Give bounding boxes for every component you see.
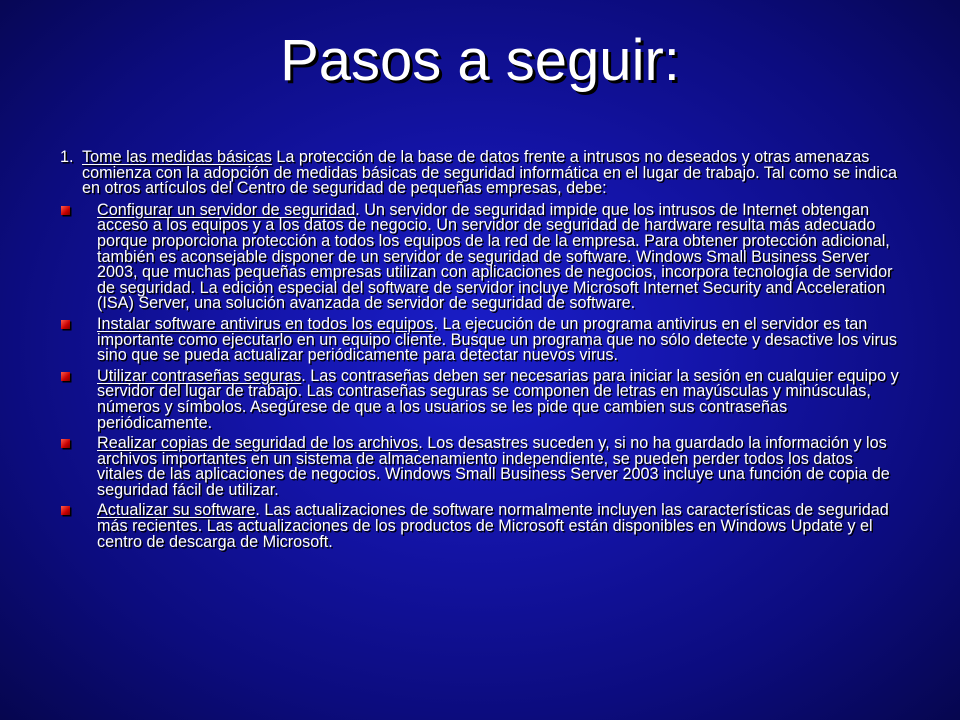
square-bullet-icon (61, 320, 70, 329)
bullet-body (97, 314, 900, 365)
square-bullet-icon (61, 206, 70, 215)
bullet-text: . Las actualizaciones de software normalmente incluyen las características de seguridad más recientes. Las actualizaciones de los productos de Microsoft están disponibles en Windows Update y el centro de descarga de Microsoft. (97, 501, 889, 551)
bullet-body (97, 436, 900, 498)
bullet-text: . Los desastres suceden y, si no ha guardado la información y los archivos importantes en un sistema de almacenamiento independiente, se pueden perder todos los datos vitales de las aplicaciones de negocios. Windows Small Business Server 2003 incluye una función de copia de seguridad fácil de utilizar. (97, 434, 890, 499)
bullet-text: . Un servidor de seguridad impide que los intrusos de Internet obtengan acceso a los equipos y a los datos de negocio. Un servidor de seguridad de hardware resulta más adecuado porque proporciona protección a todos los equipos de la red de la empresa. Para obtener protección adicional, también es aconsejable disponer de un servidor de seguridad de software. Windows Small Business Server 2003, que muchas pequeñas empresas utilizan con aplicaciones de negocios, incorpora tecnología de servidor de seguridad. La edición especial del software de servidor incluye Microsoft Internet Security and Acceleration (ISA) Server, una solución avanzada de servidor de seguridad de software. (97, 200, 893, 313)
bullet-text: . Las contraseñas deben ser necesarias para iniciar la sesión en cualquier equipo y servidor del lugar de trabajo. Las contraseñas seguras se componen de letras en mayúsculas y minúsculas, números y símbolos. Asegúrese de que a los usuarios se les pide que cambien sus contraseñas periódicamente. (97, 366, 899, 432)
square-bullet-icon (61, 439, 70, 448)
bullet-heading: Utilizar contraseñas seguras (97, 366, 302, 385)
bullet-item-antivirus (60, 314, 900, 365)
bullet-item-updates (60, 503, 900, 550)
bullet-heading: Instalar software antivirus en todos los equipos (97, 314, 434, 333)
intro-heading: Tome las medidas básicas (82, 148, 272, 166)
bullet-item-firewall (60, 200, 900, 313)
bullet-body (97, 366, 900, 432)
bullet-text: . La ejecución de un programa antivirus en el servidor es tan importante como ejecutarlo en un equipo cliente. Busque un programa que no sólo detecte y desactive los virus sino que se pueda actualizar periódicamente para detectar nuevos virus. (97, 314, 897, 365)
square-bullet-icon (61, 506, 70, 515)
bullet-body (97, 200, 900, 313)
intro-number: 1. (60, 148, 74, 166)
bullet-heading: Actualizar su software (97, 501, 256, 520)
bullet-heading: Realizar copias de seguridad de los archivos (97, 434, 419, 453)
square-bullet-icon (61, 372, 70, 381)
bullet-heading: Configurar un servidor de seguridad (97, 200, 356, 219)
slide-title: Pasos a seguir: (280, 28, 680, 93)
intro-text: La protección de la base de datos frente a intrusos no deseados y otras amenazas comienza con la adopción de medidas básicas de seguridad informática en el lugar de trabajo. Tal como se indica en otros artículos del Centro de seguridad de pequeñas empresas, debe: (82, 148, 897, 198)
bullet-body (97, 503, 900, 550)
bullet-item-passwords (60, 366, 900, 432)
slide-content (60, 150, 900, 555)
intro-paragraph (60, 150, 900, 197)
bullet-item-backups (60, 436, 900, 498)
intro-body (82, 150, 900, 197)
